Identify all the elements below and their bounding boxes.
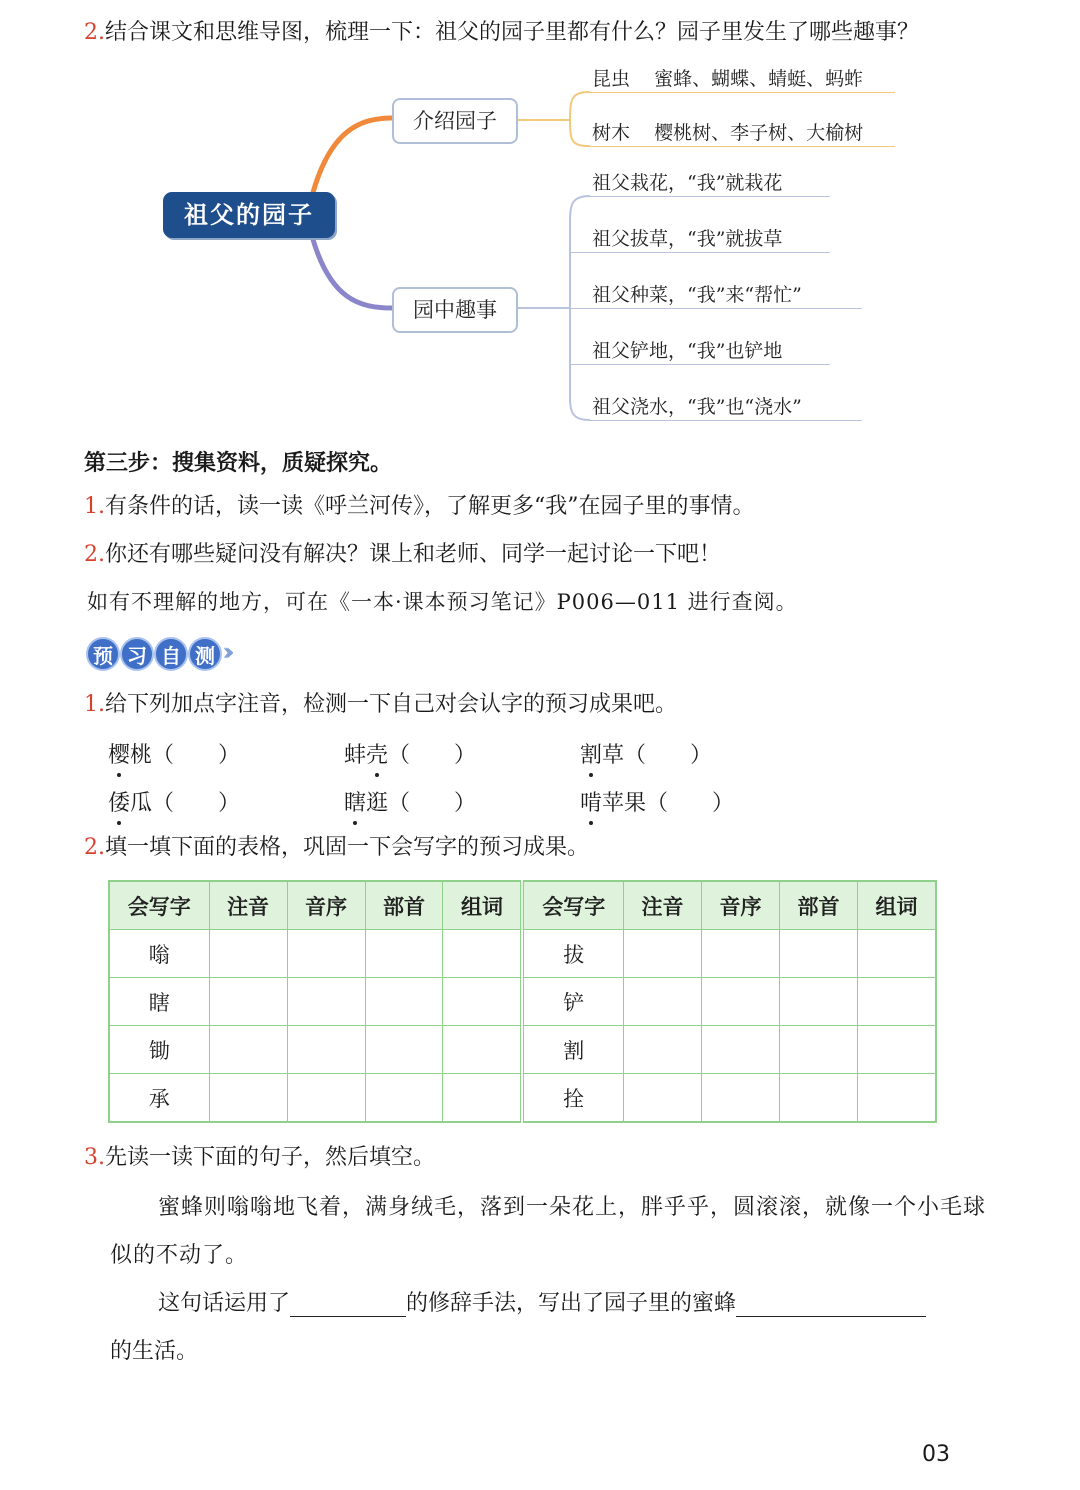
table-row [109,1026,936,1074]
mindmap-leaf: 祖父拔草，“我”就拔草 [592,228,783,250]
leaf-underline [570,364,830,365]
answer-cell[interactable] [702,930,780,978]
chevron-icon: ››› [222,638,227,666]
answer-cell[interactable] [857,930,936,978]
step3-question-1: 1.有条件的话，读一读《呼兰河传》，了解更多“我”在园子里的事情。 [84,494,755,519]
pinyin-item[interactable]: 蚌壳（ ） [344,738,476,769]
answer-cell[interactable] [857,978,936,1026]
table-header: 会写字 [522,881,623,930]
answer-cell[interactable] [857,1074,936,1123]
answer-cell[interactable] [624,930,702,978]
pinyin-item[interactable]: 樱桃（ ） [108,738,240,769]
step3-question-2: 2.你还有哪些疑问没有解决？课上和老师、同学一起讨论一下吧！ [84,542,722,567]
mindmap-branch-intro: 介绍园子 [392,98,518,144]
leaf-underline [570,308,862,309]
answer-cell[interactable] [624,978,702,1026]
leaf-underline [570,252,830,253]
answer-cell[interactable] [702,1074,780,1123]
table-header: 部首 [779,881,857,930]
question-number: 2. [84,20,105,45]
answer-cell[interactable] [779,1026,857,1074]
answer-cell[interactable] [287,978,365,1026]
answer-cell[interactable] [443,1026,522,1074]
answer-cell[interactable] [857,1026,936,1074]
mindmap-center-node: 祖父的园子 [163,192,335,238]
table-header: 注音 [209,881,287,930]
pinyin-item[interactable]: 啃苹果（ ） [580,786,734,817]
mindmap-leaf: 树木 樱桃树、李子树、大榆树 [592,122,864,144]
table-header: 组词 [443,881,522,930]
table-row [109,1074,936,1123]
selftest-badge: 习 [120,637,154,671]
char-cell: 拔 [522,930,623,978]
fill-in-sentence: 这句话运用了 的修辞手法，写出了园子里的蜜蜂 [158,1286,926,1317]
leaf-underline [590,146,895,147]
selftest-question-1: 1.给下列加点字注音，检测一下自己对会认字的预习成果吧。 [84,692,678,717]
selftest-badge: 预 [86,637,120,671]
answer-cell[interactable] [779,978,857,1026]
table-header-row [109,881,936,930]
pinyin-item[interactable]: 倭瓜（ ） [108,786,240,817]
mindmap-leaf: 祖父浇水，“我”也“浇水” [592,396,802,418]
answer-cell[interactable] [287,1074,365,1123]
selftest-question-3: 3.先读一读下面的句子，然后填空。 [84,1145,436,1170]
char-cell: 锄 [109,1026,209,1074]
answer-blank[interactable] [290,1292,406,1317]
mindmap-leaf: 祖父种菜，“我”来“帮忙” [592,284,802,306]
table-header: 会写字 [109,881,209,930]
char-cell: 承 [109,1074,209,1123]
char-cell: 嗡 [109,930,209,978]
question-text: 结合课文和思维导图，梳理一下：祖父的园子里都有什么？园子里发生了哪些趣事？ [105,20,920,45]
answer-cell[interactable] [702,1026,780,1074]
selftest-badge: 自 [154,637,188,671]
leaf-underline [590,92,895,93]
answer-cell[interactable] [443,978,522,1026]
table-header: 音序 [702,881,780,930]
page-number: 03 [922,1442,950,1467]
answer-cell[interactable] [209,1074,287,1123]
answer-cell[interactable] [443,1074,522,1123]
answer-cell[interactable] [209,978,287,1026]
answer-cell[interactable] [209,1026,287,1074]
table-header: 组词 [857,881,936,930]
mindmap-leaf: 祖父铲地，“我”也铲地 [592,340,783,362]
leaf-underline [590,196,830,197]
table-header: 音序 [287,881,365,930]
section-title: 第三步：搜集资料，质疑探究。 [84,451,393,476]
answer-cell[interactable] [287,1026,365,1074]
pinyin-item[interactable]: 瞎逛（ ） [344,786,476,817]
char-cell: 瞎 [109,978,209,1026]
sentence-line: 似的不动了。 [110,1243,249,1268]
answer-cell[interactable] [443,930,522,978]
answer-cell[interactable] [365,978,443,1026]
answer-blank[interactable] [736,1292,926,1317]
table-header: 注音 [624,881,702,930]
table-header: 部首 [365,881,443,930]
leaf-underline [590,420,862,421]
answer-cell[interactable] [779,1074,857,1123]
answer-cell[interactable] [624,1026,702,1074]
fill-in-sentence-end: 的生活。 [110,1339,199,1364]
answer-cell[interactable] [365,930,443,978]
mindmap-branch-fun: 园中趣事 [392,287,518,333]
char-cell: 铲 [522,978,623,1026]
mindmap-leaf: 昆虫 蜜蜂、蝴蝶、蜻蜓、蚂蚱 [592,68,864,90]
answer-cell[interactable] [209,930,287,978]
mindmap-leaf: 祖父栽花，“我”就栽花 [592,172,783,194]
writing-table [108,880,937,1123]
char-cell: 割 [522,1026,623,1074]
table-row [109,930,936,978]
answer-cell[interactable] [624,1074,702,1123]
selftest-badge: 测 [188,637,222,671]
answer-cell[interactable] [779,930,857,978]
reference-note: 如有不理解的地方，可在《一本·课本预习笔记》P006—011 进行查阅。 [87,590,798,614]
answer-cell[interactable] [702,978,780,1026]
char-cell: 拴 [522,1074,623,1123]
answer-cell[interactable] [287,930,365,978]
answer-cell[interactable] [365,1026,443,1074]
answer-cell[interactable] [365,1074,443,1123]
mindmap-connectors [0,0,1080,440]
selftest-question-2: 2.填一填下面的表格，巩固一下会写字的预习成果。 [84,835,590,860]
pinyin-item[interactable]: 割草（ ） [580,738,712,769]
table-row [109,978,936,1026]
sentence-line: 蜜蜂则嗡嗡地飞着，满身绒毛，落到一朵花上，胖乎乎，圆滚滚，就像一个小毛球 [158,1195,987,1220]
